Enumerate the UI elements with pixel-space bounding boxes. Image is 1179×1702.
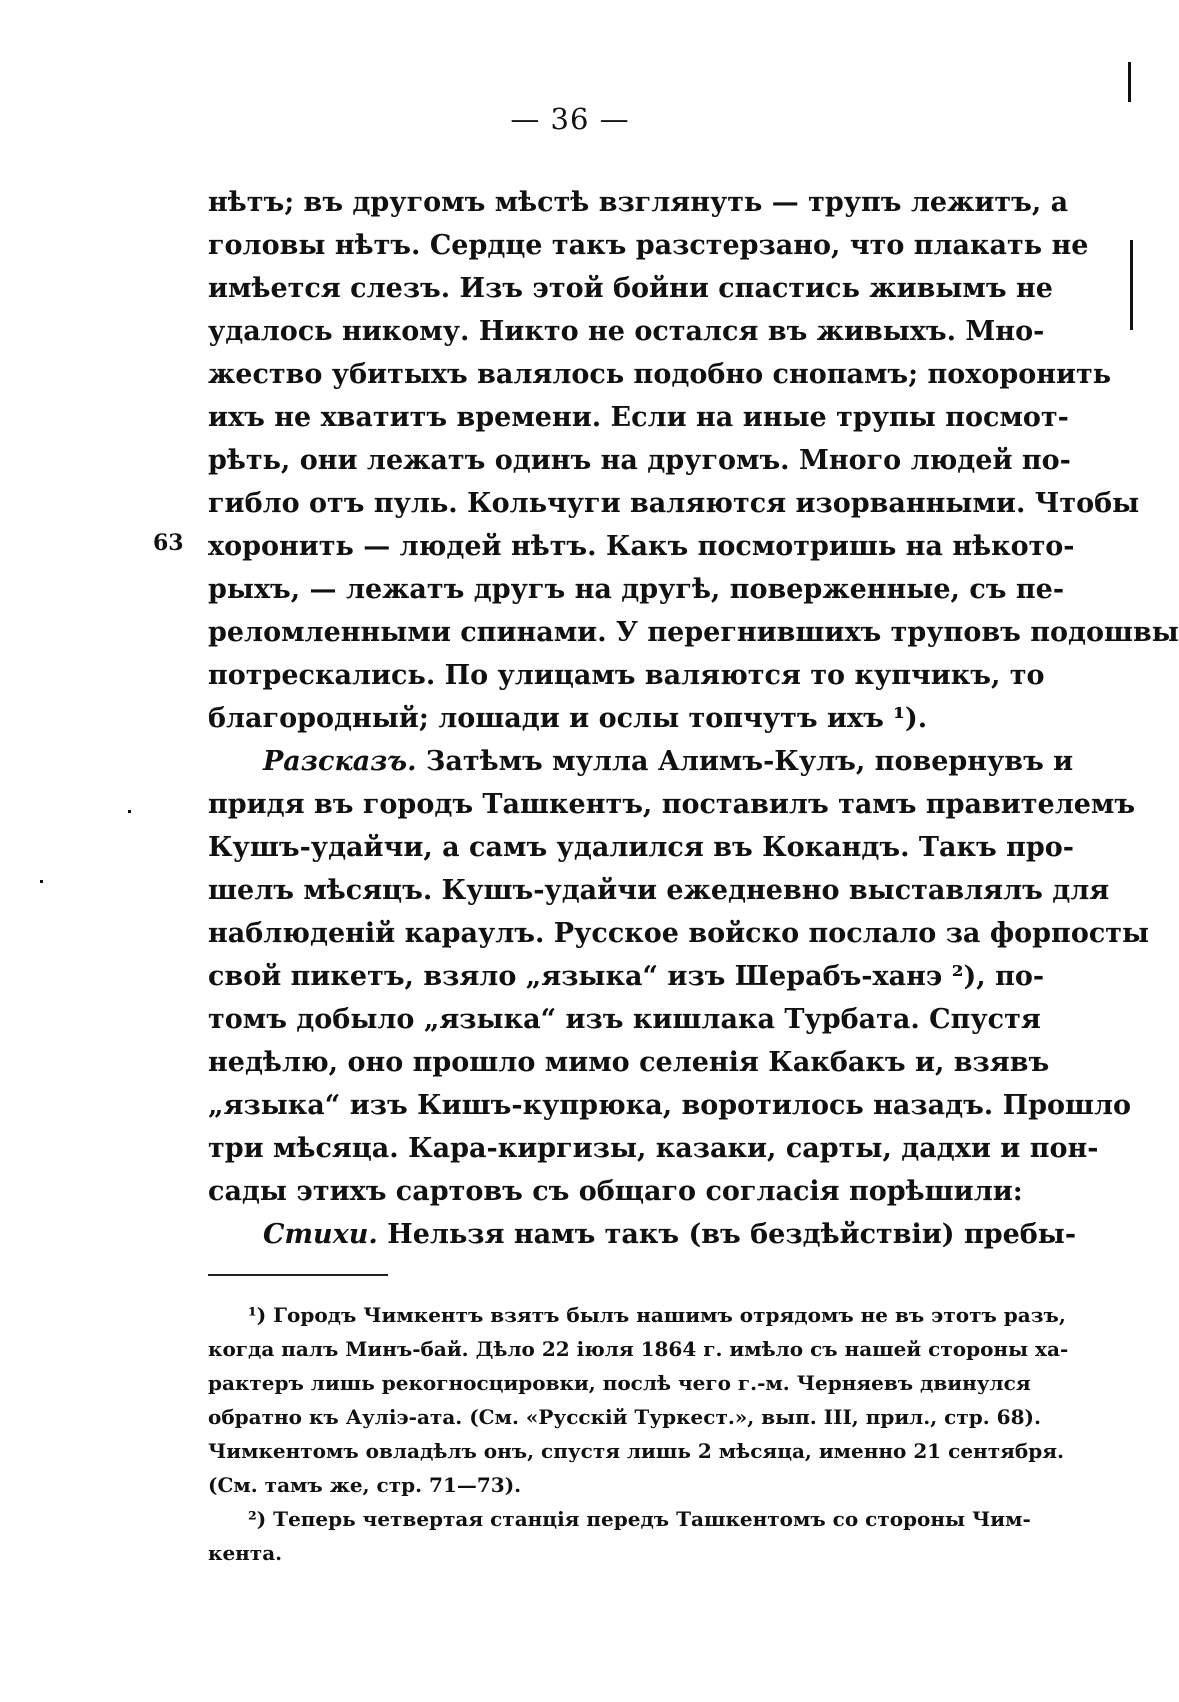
margin-number: 63 [153,530,184,556]
body-line: имѣется слезъ. Изъ этой бойни спастись живымъ не [208,273,1053,304]
body-line: рыхъ, — лежатъ другъ на другѣ, поверженные, съ пе- [208,574,1065,605]
body-line: свой пикетъ, взяло „языка“ изъ Шерабъ-ханэ ²), по- [208,961,1045,992]
footnote-line: ¹) Городъ Чимкентъ взятъ былъ нашимъ отрядомъ не въ этотъ разъ, [248,1303,1066,1327]
body-line: Кушъ-удайчи, а самъ удалился въ Кокандъ. Такъ про- [208,832,1074,863]
footnote-line: обратно къ Ауліэ-ата. (См. «Русскій Туркест.», вып. III, прил., стр. 68). [208,1405,1041,1429]
body-line: благородный; лошади и ослы топчутъ ихъ ¹). [208,703,928,734]
lead-word-stikhi: Стихи. [263,1219,378,1250]
body-line-text: Затѣмъ мулла Алимъ-Кулъ, повернувъ и [425,746,1074,777]
scan-speck [128,810,131,813]
body-text [208,181,1179,1256]
body-line: ихъ не хватитъ времени. Если на иные трупы посмот- [208,402,1069,433]
body-line: наблюденій караулъ. Русское войско послало за форпосты [208,918,1150,949]
body-line: шелъ мѣсяцъ. Кушъ-удайчи ежедневно выставлялъ для [208,875,1110,906]
body-line-stikhi [208,1213,1077,1256]
page-number: — 36 — [510,102,630,136]
body-line: удалось никому. Никто не остался въ живыхъ. Мно- [208,316,1045,347]
body-line: „языка“ изъ Кишъ-купрюка, воротилось назадъ. Прошло [208,1090,1132,1121]
body-line: жество убитыхъ валялось подобно снопамъ; похоронить [208,359,1112,390]
body-line: рѣть, они лежатъ одинъ на другомъ. Много людей по- [208,445,1071,476]
body-line: головы нѣтъ. Сердце такъ разстерзано, что плакать не [208,230,1089,261]
body-line: хоронить — людей нѣтъ. Какъ посмотришь на нѣкото- [208,531,1075,562]
body-line: нѣтъ; въ другомъ мѣстѣ взглянуть — трупъ лежитъ, а [208,187,1069,218]
footnote-line: Чимкентомъ овладѣлъ онъ, спустя лишь 2 мѣсяца, именно 21 сентября. [208,1439,1064,1463]
body-line: томъ добыло „языка“ изъ кишлака Турбата. Спустя [208,1004,1041,1035]
footnote-line: (См. тамъ же, стр. 71—73). [208,1473,522,1497]
footnote-rule [208,1274,388,1276]
scan-edge-mark [1130,240,1133,330]
body-line-razskaz [208,740,1074,783]
footnote-line: рактеръ лишь рекогносцировки, послѣ чего г.-м. Черняевъ двинулся [208,1371,1031,1395]
footnote-line: ²) Теперь четвертая станція передъ Ташкентомъ со стороны Чим- [248,1507,1031,1531]
scan-speck [40,880,43,883]
footnote-line: когда палъ Минъ-бай. Дѣло 22 іюля 1864 г. имѣло съ нашей стороны ха- [208,1337,1069,1361]
scan-edge-mark [1128,62,1131,102]
lead-word-razskaz: Разсказъ. [263,746,417,777]
body-line: потрескались. По улицамъ валяются то купчикъ, то [208,660,1045,691]
body-line: сады этихъ сартовъ съ общаго согласія порѣшили: [208,1176,1023,1207]
footnote-line: кента. [208,1541,283,1565]
body-line: придя въ городъ Ташкентъ, поставилъ тамъ правителемъ [208,789,1136,820]
body-line: недѣлю, оно прошло мимо селенія Какбакъ и, взявъ [208,1047,1050,1078]
body-line-text: Нельзя намъ такъ (въ бездѣйствіи) пребы- [387,1219,1077,1250]
body-line: реломленными спинами. У перегнившихъ труповъ подошвы [208,617,1179,648]
footnotes [208,1298,1069,1570]
body-line: гибло отъ пуль. Кольчуги валяются изорванными. Чтобы [208,488,1140,519]
body-line: три мѣсяца. Кара-киргизы, казаки, сарты, дадхи и пон- [208,1133,1099,1164]
